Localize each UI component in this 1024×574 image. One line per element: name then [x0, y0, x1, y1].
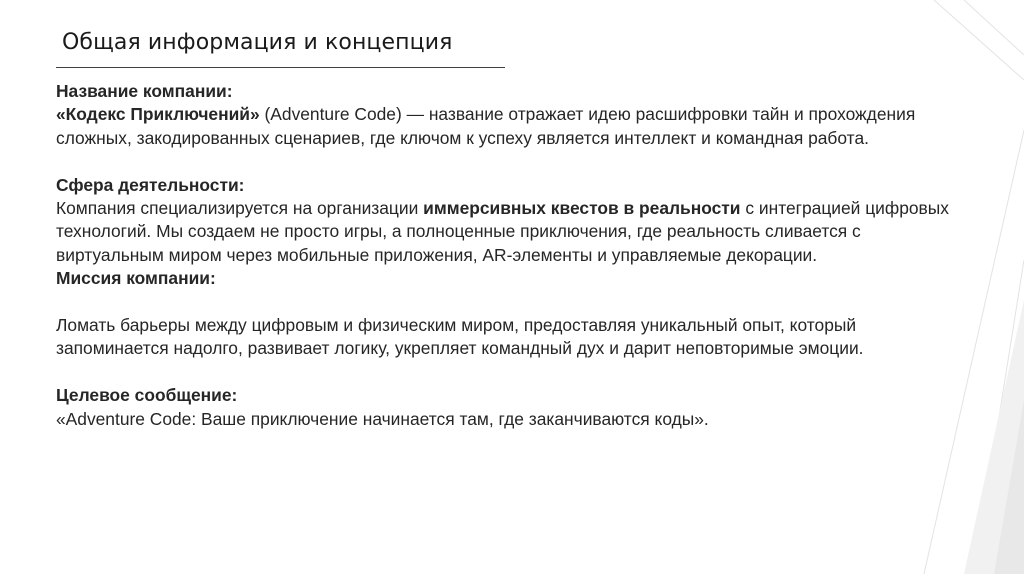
company-name-bold: «Кодекс Приключений» [56, 104, 260, 125]
mission-heading: Миссия компании: [56, 268, 216, 289]
title-underline [56, 67, 505, 68]
company-name-text: (Adventure Code) — название отражает идею расшифровки тайн и прохождения сложных, закодированных сценариев, где ключом к успеху является интеллект и командная работа. [56, 104, 916, 148]
content-body [56, 80, 956, 431]
company-name-heading: Название компании: [56, 81, 233, 101]
spacer [56, 291, 956, 314]
spacer [56, 361, 956, 384]
spacer [56, 150, 956, 173]
company-name-paragraph [56, 103, 956, 150]
message-heading: Целевое сообщение: [56, 385, 238, 406]
activity-heading: Сфера деятельности: [56, 174, 245, 195]
activity-text-before: Компания специализируется на организации [56, 198, 424, 219]
message-paragraph: «Adventure Code: Ваше приключение начинается там, где заканчиваются коды». [56, 408, 709, 429]
activity-paragraph [56, 197, 956, 267]
activity-text-after: с интеграцией цифровых технологий. Мы создаем не просто игры, а полноценные приключения, где реальность сливается с виртуальным миром через мобильные приложения, AR-элементы и управляемые декорации. [56, 198, 949, 265]
page-title: Общая информация и концепция [62, 30, 453, 55]
mission-paragraph: Ломать барьеры между цифровым и физическим миром, предоставляя уникальный опыт, который запоминается надолго, развивает логику, укрепляет командный дух и дарит неповторимые эмоции. [56, 315, 864, 359]
activity-text-bold: иммерсивных квестов в реальности [423, 198, 741, 219]
